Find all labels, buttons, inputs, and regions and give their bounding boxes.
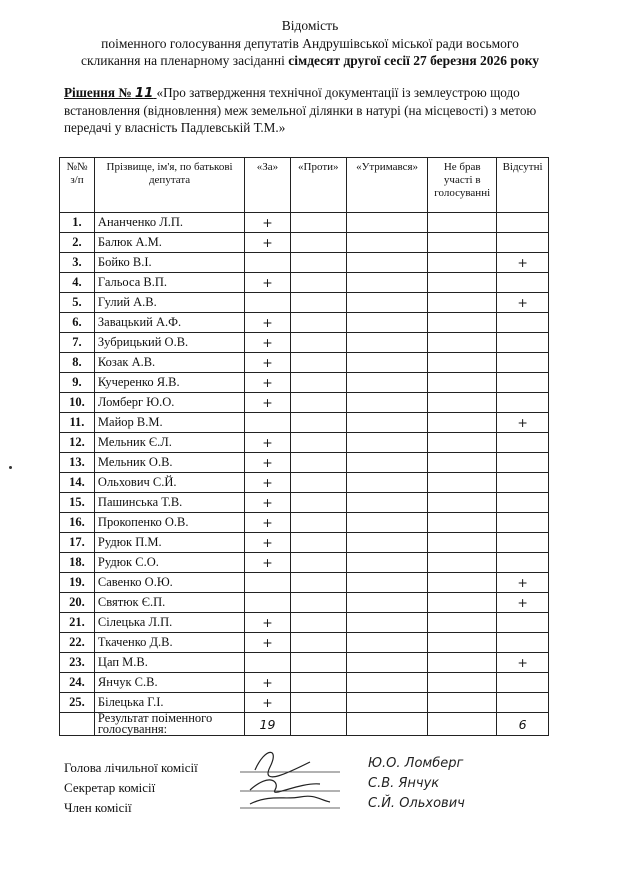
vote-proty (290, 313, 346, 333)
vote-proty (290, 513, 346, 533)
row-number: 4. (60, 273, 95, 293)
result-empty (60, 713, 95, 736)
head-label: Голова лічильної комісії (64, 760, 198, 775)
vote-za: + (245, 393, 291, 413)
vote-ne-brav (428, 573, 497, 593)
table-row (60, 493, 549, 513)
vote-proty (290, 673, 346, 693)
vote-utrymavsia (346, 693, 428, 713)
vote-za (245, 413, 291, 433)
vote-za: + (245, 233, 291, 253)
vote-absent (497, 273, 549, 293)
vote-absent: + (497, 593, 549, 613)
deputy-name: Кучеренко Я.В. (94, 373, 244, 393)
vote-proty (290, 533, 346, 553)
table-row (60, 653, 549, 673)
table-row (60, 473, 549, 493)
deputy-name: Пашинська Т.В. (94, 493, 244, 513)
vote-ne-brav (428, 673, 497, 693)
row-number: 13. (60, 453, 95, 473)
table-row (60, 333, 549, 353)
deputy-name: Ольхович С.Й. (94, 473, 244, 493)
decision-block (64, 84, 574, 136)
decision-number: 11 (134, 86, 154, 101)
vote-proty (290, 433, 346, 453)
vote-ne-brav (428, 373, 497, 393)
row-number: 1. (60, 213, 95, 233)
vote-utrymavsia (346, 533, 428, 553)
vote-proty (290, 213, 346, 233)
doc-session-line (0, 52, 620, 69)
row-number: 12. (60, 433, 95, 453)
vote-ne-brav (428, 333, 497, 353)
vote-proty (290, 693, 346, 713)
deputy-name: Сілецька Л.П. (94, 613, 244, 633)
vote-ne-brav (428, 613, 497, 633)
scan-dot (9, 466, 12, 469)
decision-text: «Про затвердження технічної документації із землеустрою щодо встановлення (відновлення) меж земельної ділянки в натурі (на місцевості) з метою передачі у власність Падлевській Т.М.» (64, 85, 537, 135)
doc-subtitle: поіменного голосування депутатів Андрушівської міської ради восьмого (101, 36, 519, 51)
vote-utrymavsia (346, 473, 428, 493)
head-name: Ю.О. Ломберг (368, 756, 464, 771)
vote-za (245, 573, 291, 593)
vote-proty (290, 393, 346, 413)
vote-utrymavsia (346, 413, 428, 433)
deputy-name: Бойко В.І. (94, 253, 244, 273)
vote-ne-brav (428, 313, 497, 333)
table-row (60, 233, 549, 253)
table-row (60, 533, 549, 553)
table-row (60, 633, 549, 653)
session-date: сімдесят другої сесії 27 березня 2026 року (288, 53, 540, 68)
deputy-name: Ананченко Л.П. (94, 213, 244, 233)
row-number: 7. (60, 333, 95, 353)
vote-utrymavsia (346, 393, 428, 413)
row-number: 3. (60, 253, 95, 273)
vote-utrymavsia (346, 213, 428, 233)
vote-ne-brav (428, 633, 497, 653)
decision-label: Рішення № 11 (64, 85, 154, 101)
deputy-name: Савенко О.Ю. (94, 573, 244, 593)
row-number: 6. (60, 313, 95, 333)
deputy-name: Прокопенко О.В. (94, 513, 244, 533)
result-absent: 6 (497, 713, 549, 736)
vote-za: + (245, 513, 291, 533)
vote-absent (497, 613, 549, 633)
vote-utrymavsia (346, 433, 428, 453)
vote-absent (497, 313, 549, 333)
session-text: скликання на пленарному засіданні (80, 53, 289, 68)
vote-ne-brav (428, 353, 497, 373)
vote-absent: + (497, 293, 549, 313)
vote-ne-brav (428, 293, 497, 313)
deputy-name: Янчук С.В. (94, 673, 244, 693)
deputy-name: Гулий А.В. (94, 293, 244, 313)
result-utrymavsia (346, 713, 428, 736)
col-ne-brav: Не брав участі в голосуванні (428, 158, 497, 213)
vote-utrymavsia (346, 253, 428, 273)
table-row (60, 453, 549, 473)
vote-ne-brav (428, 453, 497, 473)
vote-ne-brav (428, 393, 497, 413)
vote-proty (290, 273, 346, 293)
vote-za: + (245, 353, 291, 373)
vote-absent (497, 453, 549, 473)
table-row (60, 433, 549, 453)
secretary-name: С.В. Янчук (368, 776, 440, 791)
vote-ne-brav (428, 413, 497, 433)
table-row (60, 413, 549, 433)
result-za: 19 (245, 713, 291, 736)
vote-ne-brav (428, 273, 497, 293)
vote-za: + (245, 633, 291, 653)
vote-za: + (245, 433, 291, 453)
result-proty (290, 713, 346, 736)
deputy-name: Ткаченко Д.В. (94, 633, 244, 653)
vote-ne-brav (428, 493, 497, 513)
vote-absent (497, 233, 549, 253)
vote-utrymavsia (346, 513, 428, 533)
table-row (60, 553, 549, 573)
vote-ne-brav (428, 233, 497, 253)
vote-proty (290, 613, 346, 633)
vote-utrymavsia (346, 593, 428, 613)
row-number: 18. (60, 553, 95, 573)
vote-utrymavsia (346, 573, 428, 593)
vote-za: + (245, 213, 291, 233)
col-absent: Відсутні (497, 158, 549, 213)
col-proty: «Проти» (290, 158, 346, 213)
vote-proty (290, 473, 346, 493)
vote-absent (497, 333, 549, 353)
vote-utrymavsia (346, 233, 428, 253)
vote-absent: + (497, 413, 549, 433)
vote-absent: + (497, 253, 549, 273)
vote-za (245, 653, 291, 673)
vote-absent: + (497, 573, 549, 593)
vote-za (245, 253, 291, 273)
table-row (60, 593, 549, 613)
vote-proty (290, 293, 346, 313)
row-number: 10. (60, 393, 95, 413)
vote-proty (290, 573, 346, 593)
vote-utrymavsia (346, 293, 428, 313)
row-number: 22. (60, 633, 95, 653)
table-row (60, 693, 549, 713)
vote-utrymavsia (346, 353, 428, 373)
vote-ne-brav (428, 533, 497, 553)
vote-za: + (245, 613, 291, 633)
deputy-name: Ломберг Ю.О. (94, 393, 244, 413)
vote-ne-brav (428, 513, 497, 533)
deputy-name: Козак А.В. (94, 353, 244, 373)
vote-proty (290, 653, 346, 673)
vote-proty (290, 233, 346, 253)
vote-ne-brav (428, 653, 497, 673)
doc-title: Відомість (281, 18, 339, 33)
vote-absent (497, 533, 549, 553)
deputy-name: Білецька Г.І. (94, 693, 244, 713)
vote-absent (497, 393, 549, 413)
table-row (60, 613, 549, 633)
result-ne-brav (428, 713, 497, 736)
signature-scribbles (240, 742, 340, 812)
vote-za: + (245, 553, 291, 573)
table-row (60, 353, 549, 373)
vote-za (245, 593, 291, 613)
row-number: 2. (60, 233, 95, 253)
row-number: 21. (60, 613, 95, 633)
vote-proty (290, 593, 346, 613)
vote-utrymavsia (346, 613, 428, 633)
vote-utrymavsia (346, 373, 428, 393)
vote-za: + (245, 493, 291, 513)
deputy-name: Завацький А.Ф. (94, 313, 244, 333)
col-za: «За» (245, 158, 291, 213)
table-row (60, 273, 549, 293)
vote-utrymavsia (346, 313, 428, 333)
table-header-row (60, 158, 549, 213)
vote-proty (290, 253, 346, 273)
table-row (60, 373, 549, 393)
vote-absent (497, 213, 549, 233)
result-row (60, 713, 549, 736)
table-row (60, 293, 549, 313)
vote-ne-brav (428, 433, 497, 453)
row-number: 17. (60, 533, 95, 553)
secretary-label: Секретар комісії (64, 780, 156, 795)
vote-za: + (245, 533, 291, 553)
vote-utrymavsia (346, 333, 428, 353)
vote-proty (290, 493, 346, 513)
row-number: 19. (60, 573, 95, 593)
deputy-name: Цап М.В. (94, 653, 244, 673)
vote-absent (497, 353, 549, 373)
vote-absent (497, 493, 549, 513)
deputy-name: Святюк Є.П. (94, 593, 244, 613)
table-row (60, 313, 549, 333)
deputy-name: Мельник О.В. (94, 453, 244, 473)
vote-ne-brav (428, 693, 497, 713)
vote-absent (497, 553, 549, 573)
vote-utrymavsia (346, 653, 428, 673)
row-number: 24. (60, 673, 95, 693)
member-label: Член комісії (64, 800, 132, 815)
vote-proty (290, 333, 346, 353)
row-number: 5. (60, 293, 95, 313)
vote-za: + (245, 453, 291, 473)
vote-absent (497, 673, 549, 693)
row-number: 15. (60, 493, 95, 513)
row-number: 9. (60, 373, 95, 393)
row-number: 14. (60, 473, 95, 493)
vote-ne-brav (428, 473, 497, 493)
vote-utrymavsia (346, 493, 428, 513)
vote-proty (290, 553, 346, 573)
vote-proty (290, 413, 346, 433)
col-name: Прізвище, ім'я, по батькові депутата (94, 158, 244, 213)
vote-proty (290, 373, 346, 393)
deputy-name: Рудюк С.О. (94, 553, 244, 573)
vote-za: + (245, 333, 291, 353)
vote-absent (497, 633, 549, 653)
vote-ne-brav (428, 253, 497, 273)
vote-proty (290, 633, 346, 653)
deputy-name: Балюк А.М. (94, 233, 244, 253)
vote-ne-brav (428, 553, 497, 573)
row-number: 25. (60, 693, 95, 713)
vote-table (59, 157, 549, 736)
col-num: №№ з/п (60, 158, 95, 213)
vote-za: + (245, 373, 291, 393)
deputy-name: Мельник Є.Л. (94, 433, 244, 453)
row-number: 23. (60, 653, 95, 673)
table-row (60, 573, 549, 593)
vote-za: + (245, 273, 291, 293)
deputy-name: Зубрицький О.В. (94, 333, 244, 353)
table-row (60, 213, 549, 233)
vote-absent (497, 473, 549, 493)
row-number: 11. (60, 413, 95, 433)
member-name: С.Й. Ольхович (368, 796, 465, 811)
vote-za (245, 293, 291, 313)
vote-absent (497, 513, 549, 533)
vote-za: + (245, 473, 291, 493)
vote-absent (497, 693, 549, 713)
deputy-name: Рудюк П.М. (94, 533, 244, 553)
table-row (60, 253, 549, 273)
row-number: 8. (60, 353, 95, 373)
vote-proty (290, 353, 346, 373)
vote-utrymavsia (346, 633, 428, 653)
vote-ne-brav (428, 593, 497, 613)
result-label: Результат поіменного голосування: (94, 713, 244, 736)
vote-proty (290, 453, 346, 473)
vote-za: + (245, 693, 291, 713)
vote-utrymavsia (346, 273, 428, 293)
table-row (60, 513, 549, 533)
table-row (60, 393, 549, 413)
vote-za: + (245, 673, 291, 693)
col-utrymavsia: «Утримався» (346, 158, 428, 213)
vote-absent (497, 373, 549, 393)
vote-absent: + (497, 653, 549, 673)
vote-absent (497, 433, 549, 453)
vote-za: + (245, 313, 291, 333)
vote-ne-brav (428, 213, 497, 233)
vote-utrymavsia (346, 453, 428, 473)
vote-utrymavsia (346, 553, 428, 573)
row-number: 20. (60, 593, 95, 613)
deputy-name: Майор В.М. (94, 413, 244, 433)
row-number: 16. (60, 513, 95, 533)
vote-utrymavsia (346, 673, 428, 693)
table-row (60, 673, 549, 693)
deputy-name: Гальоса В.П. (94, 273, 244, 293)
